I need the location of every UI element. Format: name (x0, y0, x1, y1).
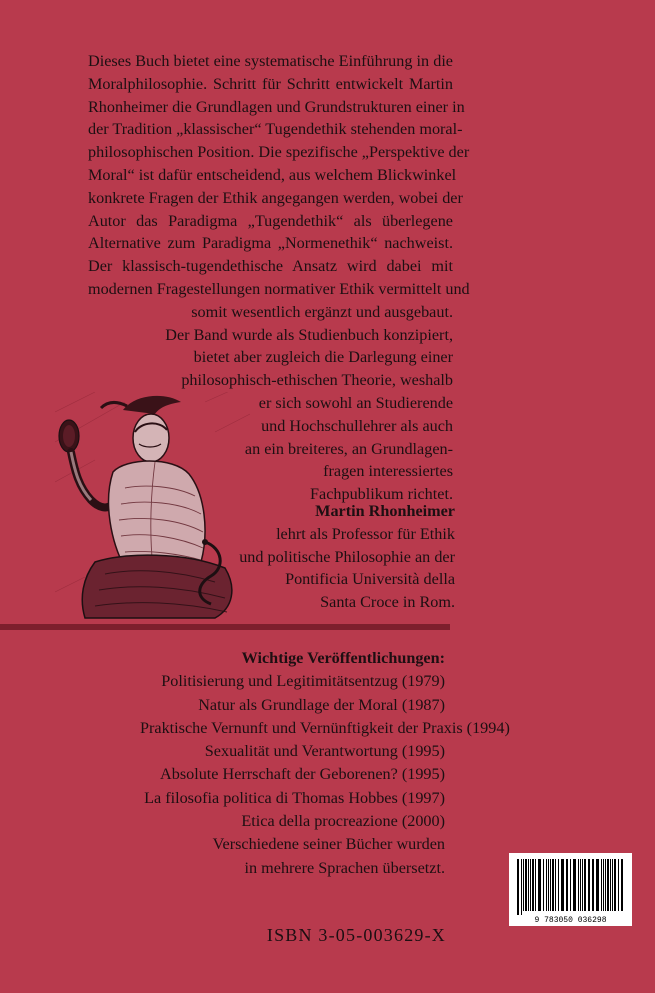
blurb-line: Dieses Buch bietet eine systematische Einführung in die (88, 52, 453, 70)
barcode-bar (592, 859, 594, 911)
blurb-line: Moral“ ist dafür entscheidend, aus welchem Blickwinkel (88, 165, 457, 184)
blurb-line: Alternative zum Paradigma „Normenethik“ nachweist. (88, 234, 453, 253)
barcode-bar (558, 859, 559, 911)
blurb-line: Der Band wurde als Studienbuch konzipiert, (165, 325, 453, 344)
barcode-bar (607, 859, 609, 911)
author-bio (200, 500, 455, 614)
horizontal-divider (0, 624, 450, 630)
publication-note: in mehrere Sprachen übersetzt. (244, 858, 445, 877)
barcode-bar (535, 859, 536, 911)
blurb-line: Fachpublikum richtet. (310, 485, 453, 504)
barcode-bar (523, 859, 524, 911)
author-bio-line: lehrt als Professor für Ethik (276, 524, 455, 543)
blurb-line: Moralphilosophie. Schritt für Schritt entwickelt Martin (88, 74, 453, 93)
barcode-bar (525, 859, 527, 911)
publication-note: Verschiedene seiner Bücher wurden (212, 835, 445, 854)
publication-item: Politisierung und Legitimitätsentzug (1979) (161, 672, 445, 691)
blurb-line: Rhonheimer die Grundlagen und Grundstrukturen einer in (88, 97, 465, 116)
publication-item: La filosofia politica di Thomas Hobbes (1997) (144, 788, 445, 807)
barcode-bar (552, 859, 554, 911)
author-bio-line: Pontificia Università della (285, 570, 455, 589)
blurb-line: philosophischen Position. Die spezifische „Perspektive der (88, 143, 470, 162)
blurb-line: somit wesentlich ergänzt und ausgebaut. (191, 302, 453, 321)
barcode-bar (578, 859, 579, 911)
barcode-bar (517, 859, 519, 915)
blurb-line: an ein breiteres, an Grundlagen- (244, 439, 453, 458)
publication-item: Natur als Grundlage der Moral (1987) (198, 695, 445, 714)
barcode-bar (584, 859, 586, 911)
barcode-bar (614, 859, 616, 911)
barcode-bar (548, 859, 549, 911)
barcode-bar (610, 859, 611, 911)
barcode-bar (605, 859, 606, 911)
barcode-digits: 9 783050 036298 (534, 916, 607, 925)
blurb-line: der Tradition „klassischer“ Tugendethik stehenden moral- (88, 120, 463, 139)
barcode-bar (603, 859, 604, 911)
publications-list (140, 647, 510, 880)
barcode-bar (618, 859, 619, 911)
blurb-line: fragen interessiertes (323, 462, 453, 481)
barcode-bar (588, 859, 590, 911)
barcode-bar (528, 859, 529, 911)
publications-heading: Wichtige Veröffentlichungen: (241, 649, 445, 667)
barcode-bar (573, 859, 576, 911)
author-bio-line: und politische Philosophie an der (239, 547, 455, 566)
barcode-bar (570, 859, 571, 911)
blurb-line: modernen Fragestellungen normativer Ethik vermittelt und (88, 279, 470, 298)
barcode-bar (543, 859, 544, 911)
barcode-bar (596, 859, 599, 911)
barcode-bar (561, 859, 564, 911)
barcode-bar (521, 859, 522, 915)
publication-item: Sexualität und Verantwortung (1995) (204, 742, 445, 761)
barcode-bar (580, 859, 581, 911)
blurb-line: philosophisch-ethischen Theorie, weshalb (181, 371, 453, 390)
barcode-bar (612, 859, 613, 911)
barcode-bar (566, 859, 568, 911)
barcode-bar (601, 859, 602, 911)
barcode-bar (546, 859, 547, 911)
barcode-bar (530, 859, 531, 911)
blurb-line: und Hochschullehrer als auch (261, 416, 453, 435)
barcode-bar (555, 859, 556, 911)
blurb-line: Autor das Paradigma „Tugendethik“ als überlegene (88, 211, 453, 230)
barcode-bar (538, 859, 541, 911)
blurb-line: Der klassisch-tugendethische Ansatz wird dabei mit (88, 257, 453, 276)
blurb-line: konkrete Fragen der Ethik angegangen werden, wobei der (88, 188, 463, 207)
barcode-bar (532, 859, 534, 911)
publication-item: Absolute Herrschaft der Geborenen? (1995) (160, 765, 445, 784)
barcode (509, 853, 632, 926)
publication-item: Etica della procreazione (2000) (241, 812, 445, 831)
author-bio-line: Santa Croce in Rom. (320, 593, 455, 612)
barcode-graphic (509, 853, 632, 926)
blurb-line: bietet aber zugleich die Darlegung einer (193, 348, 453, 367)
barcode-bar (621, 859, 623, 911)
isbn-number: ISBN 3-05-003629-X (266, 925, 446, 945)
blurb-line: er sich sowohl an Studierende (258, 393, 453, 412)
author-name: Martin Rhonheimer (315, 502, 455, 520)
barcode-bar (550, 859, 551, 911)
publication-item: Praktische Vernunft und Vernünftigkeit der Praxis (1994) (140, 718, 510, 737)
barcode-bar (582, 859, 583, 911)
